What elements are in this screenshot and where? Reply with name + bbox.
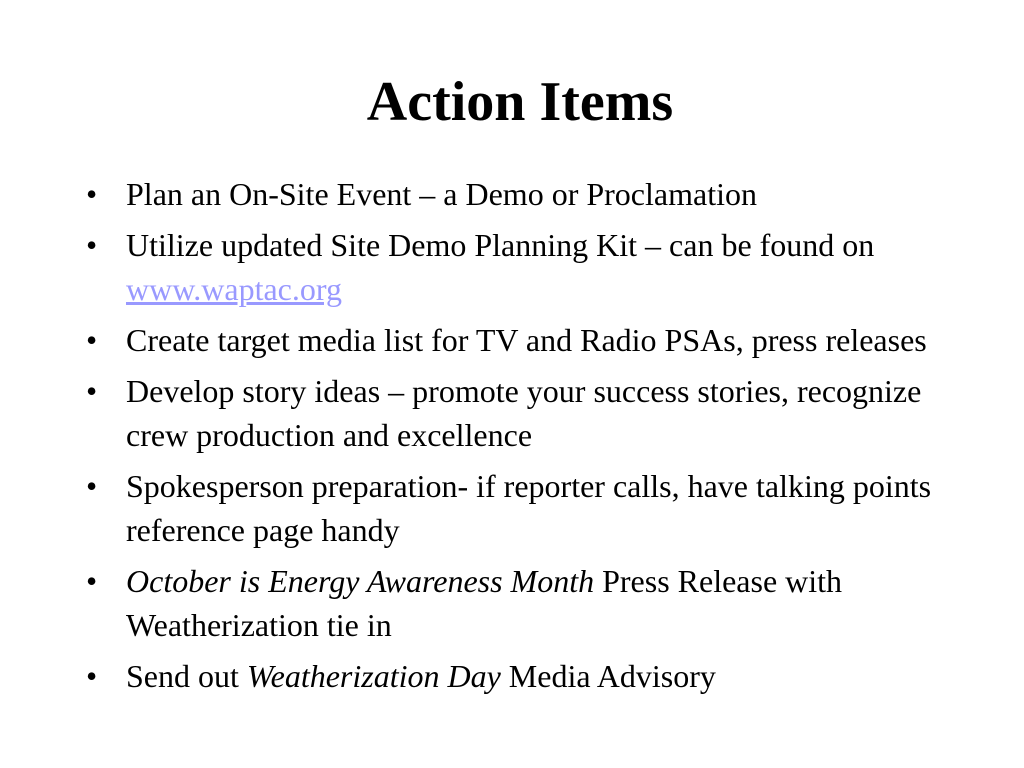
bullet-icon: •	[86, 373, 98, 409]
item-text: Plan an On-Site Event – a Demo or Proclamation	[126, 176, 757, 212]
waptac-link[interactable]: www.waptac.org	[126, 271, 342, 307]
bullet-icon: •	[86, 176, 98, 212]
list-item	[86, 223, 986, 311]
item-text: Media Advisory	[500, 658, 716, 694]
item-text: Press Release with Weatherization tie in	[126, 563, 843, 643]
bullet-icon: •	[86, 322, 98, 358]
list-item	[86, 559, 986, 647]
item-text: Utilize updated Site Demo Planning Kit – can be found on	[126, 227, 875, 263]
list-item	[86, 654, 986, 698]
list-item	[86, 464, 986, 552]
item-italic-text: October is Energy Awareness Month	[126, 563, 595, 599]
bullet-icon: •	[86, 468, 98, 504]
bullet-icon: •	[86, 227, 98, 263]
item-italic-text: Weatherization Day	[246, 658, 501, 694]
item-text: Create target media list for TV and Radio PSAs, press releases	[126, 322, 927, 358]
list-item	[86, 369, 986, 457]
bullet-list	[86, 172, 986, 705]
item-text: Spokesperson preparation- if reporter calls, have talking points reference page handy	[126, 468, 932, 548]
bullet-icon: •	[86, 658, 98, 694]
list-item	[86, 318, 986, 362]
item-text: Send out	[126, 658, 247, 694]
item-text: Develop story ideas – promote your success stories, recognize crew production and excellence	[126, 373, 922, 453]
list-item	[86, 172, 986, 216]
bullet-icon: •	[86, 563, 98, 599]
slide-title: Action Items	[366, 71, 674, 133]
